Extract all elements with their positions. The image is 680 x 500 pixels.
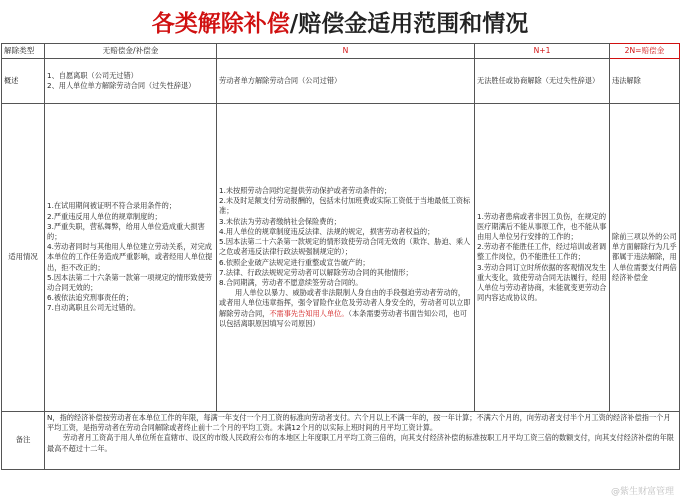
overview-n1: 无法胜任或协商解除（无过失性辞退）: [475, 59, 610, 104]
overview-2n: 违法解除: [610, 59, 680, 104]
n1-item: 1.劳动者患病或者非因工负伤，在规定的医疗期满后不能从事原工作，也不能从事由用人单位另行安排的工作的；: [477, 211, 607, 241]
overview-no-comp-2: 2、用人单位单方解除劳动合同（过失性辞退）: [47, 81, 196, 90]
applicable-n1: [475, 104, 610, 412]
header-n1: N+1: [475, 44, 610, 59]
remarks-para-2: 劳动者月工资高于用人单位所在直辖市、设区的市级人民政府公布的本地区上年度职工月平均工资三倍的，向其支付经济补偿的标准按职工月平均工资三倍的数额支付，向其支付经济补偿的年限最高不超过十二年。: [47, 433, 674, 453]
n-immediate-paragraph: [219, 288, 472, 329]
remarks-row: [2, 412, 680, 470]
watermark: @紫生财富管理: [610, 487, 674, 497]
applicable-label: 适用情况: [2, 104, 45, 412]
no-comp-item: 3.严重失职，营私舞弊，给用人单位造成重大损害的；: [47, 221, 205, 241]
n-item: 4.用人单位的规章制度违反法律、法规的规定，损害劳动者权益的；: [219, 226, 435, 236]
header-row: [2, 44, 680, 59]
n-item: 5.因本法第二十六条第一款规定的情形致使劳动合同无效的（欺诈、胁迫、乘人之危或者违反法律行政法规强制规定的）；: [219, 237, 471, 257]
header-type: 解除类型: [2, 44, 45, 59]
no-comp-item: 4.劳动者同时与其他用人单位建立劳动关系，对完成本单位的工作任务造成严重影响，或者经用人单位提出，拒不改正的；: [47, 242, 213, 272]
title-red-part: 各类解除补偿: [151, 10, 290, 37]
no-comp-item: 7.自动离职且公司无过错的。: [47, 303, 141, 313]
overview-no-comp: [45, 59, 217, 104]
overview-row: [2, 59, 680, 104]
remarks-para-1: N，指的经济补偿按劳动者在本单位工作的年限，每满一年支付一个月工资的标准向劳动者支付。六个月以上不满一年的，按一年计算；不满六个月的，向劳动者支付半个月工资的经济补偿指一个月平均工资，是指劳动者在劳动合同解除或者终止前十二个月的平均工资。未满12个月的以实际上班时间的月平均工资计算。: [47, 413, 671, 433]
applicable-n: [217, 104, 475, 412]
n-item: 7.法律、行政法规规定劳动者可以解除劳动合同的其他情形；: [219, 267, 413, 277]
n1-item: 3.劳动合同订立时所依据的客观情况发生重大变化，致使劳动合同无法履行，经用人单位与劳动者协商，未能就变更劳动合同内容达成协议的。: [477, 262, 607, 303]
n-written-note: （本条需要劳动者书面告知公司，也可以包括离职原因填写公司原因）: [219, 308, 467, 328]
page-title: [0, 0, 680, 43]
header-2n: 2N=赔偿金: [610, 44, 680, 59]
applicable-no-comp: [45, 104, 217, 412]
n-immediate-red-note: 不需事先告知用人单位。: [269, 308, 349, 318]
no-comp-item: 2.严重违反用人单位的规章制度的；: [47, 211, 162, 221]
no-comp-item: 1.在试用期间被证明不符合录用条件的；: [47, 201, 177, 211]
applicable-row: [2, 104, 680, 412]
title-black-part: /赔偿金适用范围和情况: [289, 10, 529, 37]
compensation-table: [1, 43, 680, 470]
n-item: 2.未及时足额支付劳动报酬的，包括未付加班费或实际工资低于当地最低工资标准；: [219, 196, 471, 216]
header-n: N: [217, 44, 475, 59]
n-immediate-text: 用人单位以暴力、威胁或者非法限制人身自由的手段强迫劳动者劳动的，或者用人单位违章指挥，强令冒险作业危及劳动者人身安全的，劳动者可以立即解除劳动合同，: [219, 288, 471, 318]
header-no-comp: 无赔偿金/补偿金: [45, 44, 217, 59]
remarks-content: [45, 412, 680, 470]
n-item: 3.未依法为劳动者缴纳社会保险费的；: [219, 216, 341, 226]
overview-n: 劳动者单方解除劳动合同（公司过错）: [217, 59, 475, 104]
no-comp-item: 5.因本法第二十六条第一款第一项规定的情形致使劳动合同无效的；: [47, 272, 212, 293]
n-item: 6.依照企业破产法规定进行重整或宣告破产的；: [219, 257, 370, 267]
no-comp-item: 6.被依法追究刑事责任的；: [47, 293, 133, 303]
overview-no-comp-1: 1、自愿离职（公司无过错）: [47, 70, 138, 80]
n-item: 1.未按照劳动合同约定提供劳动保护或者劳动条件的；: [219, 185, 392, 195]
overview-label: 概述: [2, 59, 45, 104]
n1-item: 2.劳动者不能胜任工作，经过培训或者调整工作岗位，仍不能胜任工作的；: [477, 242, 607, 262]
remarks-label: 备注: [2, 412, 45, 470]
n-item: 8.合同期满，劳动者不愿意续签劳动合同的。: [219, 277, 363, 287]
applicable-2n: 除前三项以外的公司单方面解除行为几乎都属于违法解除，用人单位需要支付两倍经济补偿金: [610, 104, 680, 412]
